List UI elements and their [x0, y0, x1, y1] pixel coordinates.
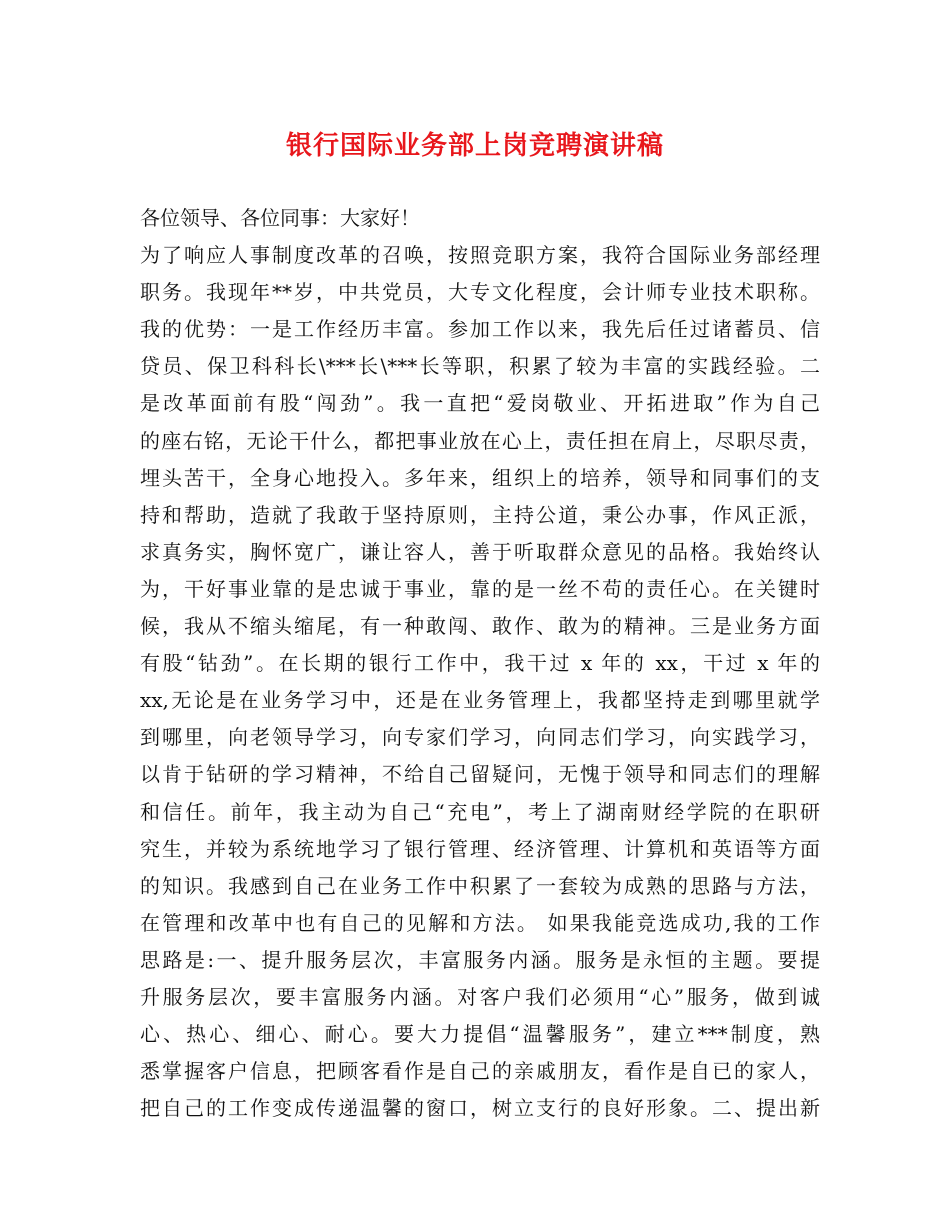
document-title: 银行国际业务部上岗竞聘演讲稿	[285, 131, 664, 161]
body-line: 思路是:一、提升服务层次，丰富服务内涵。服务是永恒的主题。要提	[140, 947, 820, 972]
body-line: 贷员、保卫科科长\***长\***长等职，积累了较为丰富的实践经验。二	[140, 354, 820, 379]
body-line: 到哪里，向老领导学习，向专家们学习，向同志们学习，向实践学习，	[140, 725, 820, 750]
body-line: 为了响应人事制度改革的召唤，按照竞职方案，我符合国际业务部经理	[140, 243, 820, 268]
body-line: 以肯于钻研的学习精神，不给自己留疑问，无愧于领导和同志们的理解	[140, 762, 820, 787]
body-line: 有股“钻劲”。在长期的银行工作中，我干过 x 年的 xx，干过 x 年的	[140, 651, 820, 676]
body-line: 持和帮助，造就了我敢于坚持原则，主持公道，秉公办事，作风正派，	[140, 502, 820, 527]
body-line: 为，干好事业靠的是忠诚于事业，靠的是一丝不苟的责任心。在关键时	[140, 576, 820, 601]
body-line: 是改革面前有股“闯劲”。我一直把“爱岗敬业、开拓进取”作为自己	[140, 391, 820, 416]
body-line: 升服务层次，要丰富服务内涵。对客户我们必须用“心”服务，做到诚	[140, 984, 820, 1009]
body-line: xx,无论是在业务学习中，还是在业务管理上，我都坚持走到哪里就学	[140, 688, 820, 713]
body-line: 心、热心、细心、耐心。要大力提倡“温馨服务”，建立***制度，熟	[140, 1022, 820, 1047]
body-line: 的知识。我感到自己在业务工作中积累了一套较为成熟的思路与方法，	[140, 873, 820, 898]
body-line: 和信任。前年，我主动为自己“充电”，考上了湖南财经学院的在职研	[140, 799, 820, 824]
body-line: 的座右铭，无论干什么，都把事业放在心上，责任担在肩上，尽职尽责，	[140, 428, 820, 453]
body-line: 职务。我现年**岁，中共党员，大专文化程度，会计师专业技术职称。	[140, 280, 820, 305]
body-line: 求真务实，胸怀宽广，谦让容人，善于听取群众意见的品格。我始终认	[140, 539, 820, 564]
body-line: 把自己的工作变成传递温馨的窗口，树立支行的良好形象。二、提出新	[140, 1096, 820, 1121]
body-line: 我的优势：一是工作经历丰富。参加工作以来，我先后任过诸蓄员、信	[140, 317, 820, 342]
document-body	[140, 200, 820, 1127]
body-line: 在管理和改革中也有自己的见解和方法。 如果我能竞选成功,我的工作	[140, 910, 820, 935]
body-line: 候，我从不缩头缩尾，有一种敢闯、敢作、敢为的精神。三是业务方面	[140, 614, 820, 639]
body-line: 悉掌握客户信息，把顾客看作是自己的亲戚朋友，看作是自已的家人，	[140, 1059, 820, 1084]
body-line: 埋头苦干，全身心地投入。多年来，组织上的培养，领导和同事们的支	[140, 465, 820, 490]
body-line: 究生，并较为系统地学习了银行管理、经济管理、计算机和英语等方面	[140, 836, 820, 861]
body-line: 各位领导、各位同事：大家好！	[140, 206, 420, 230]
